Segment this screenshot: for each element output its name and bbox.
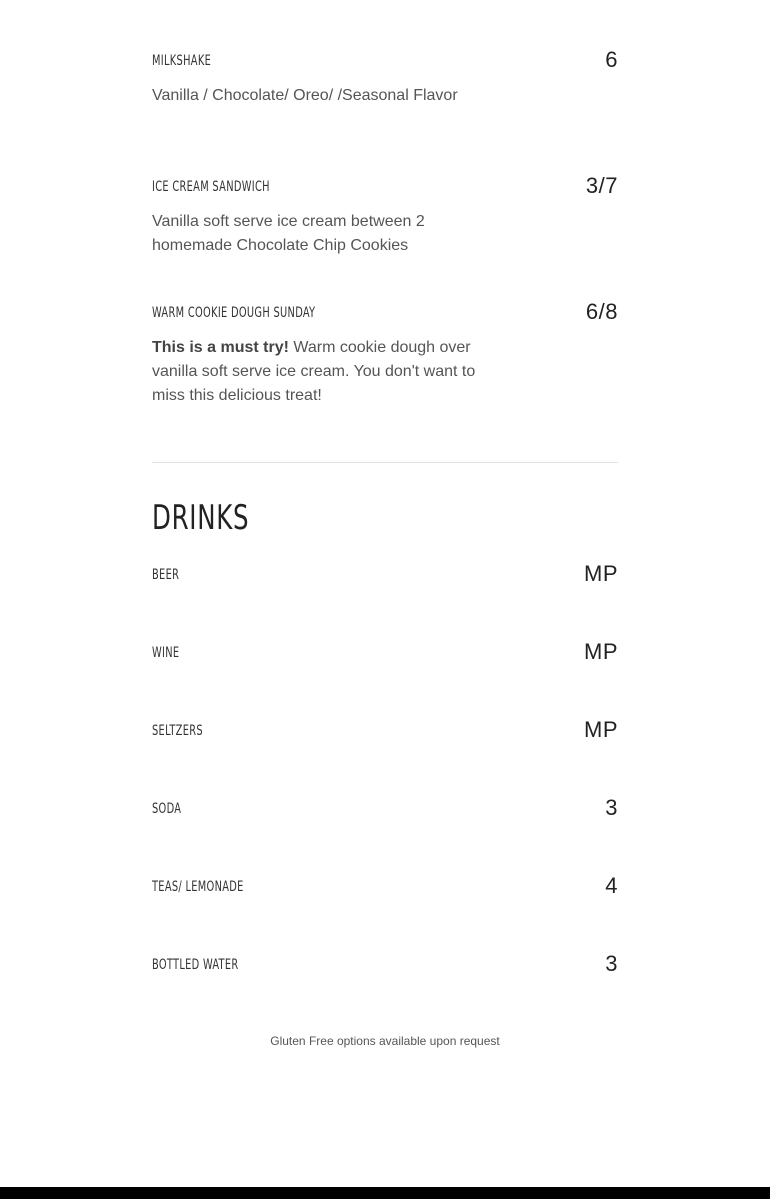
menu-item-name: TEAS/ LEMONADE [152,879,244,895]
section-title-drinks: DRINKS [152,498,250,538]
menu-item-name: ICE CREAM SANDWICH [152,179,270,195]
menu-item-name: SODA [152,801,182,817]
menu-item-highlight: This is a must try! [152,339,289,356]
gluten-free-note: Gluten Free options available upon request [270,1034,500,1048]
menu-item-name: MILKSHAKE [152,53,212,69]
menu-item-description: Vanilla / Chocolate/ Oreo/ /Seasonal Flavor [152,87,458,104]
menu-item-price: 3/7 [585,173,618,198]
menu-item-name: SELTZERS [152,723,203,739]
menu-item-price: 6/8 [585,299,618,324]
menu-item-price: 6 [605,47,618,72]
menu-item-description [152,336,482,408]
menu-item-price: 3 [605,795,618,820]
menu-item-price: MP [584,639,618,664]
menu-item-name: BEER [152,567,180,583]
menu-item-price: MP [584,717,618,742]
footer-bar [0,1187,770,1199]
menu-item-price: MP [584,561,618,586]
menu-item-price: 3 [605,951,618,976]
menu-item-name: WARM COOKIE DOUGH SUNDAY [152,305,316,321]
menu-item-name: WINE [152,645,180,661]
menu-item-name: BOTTLED WATER [152,957,239,973]
menu-item-price: 4 [605,873,618,898]
section-divider [152,462,618,463]
menu-item-description-text: Warm cookie dough over vanilla soft serve ice cream. You don't want to miss this delicious treat! [152,339,476,404]
menu-item-description: Vanilla soft serve ice cream between 2 homemade Chocolate Chip Cookies [152,213,425,254]
